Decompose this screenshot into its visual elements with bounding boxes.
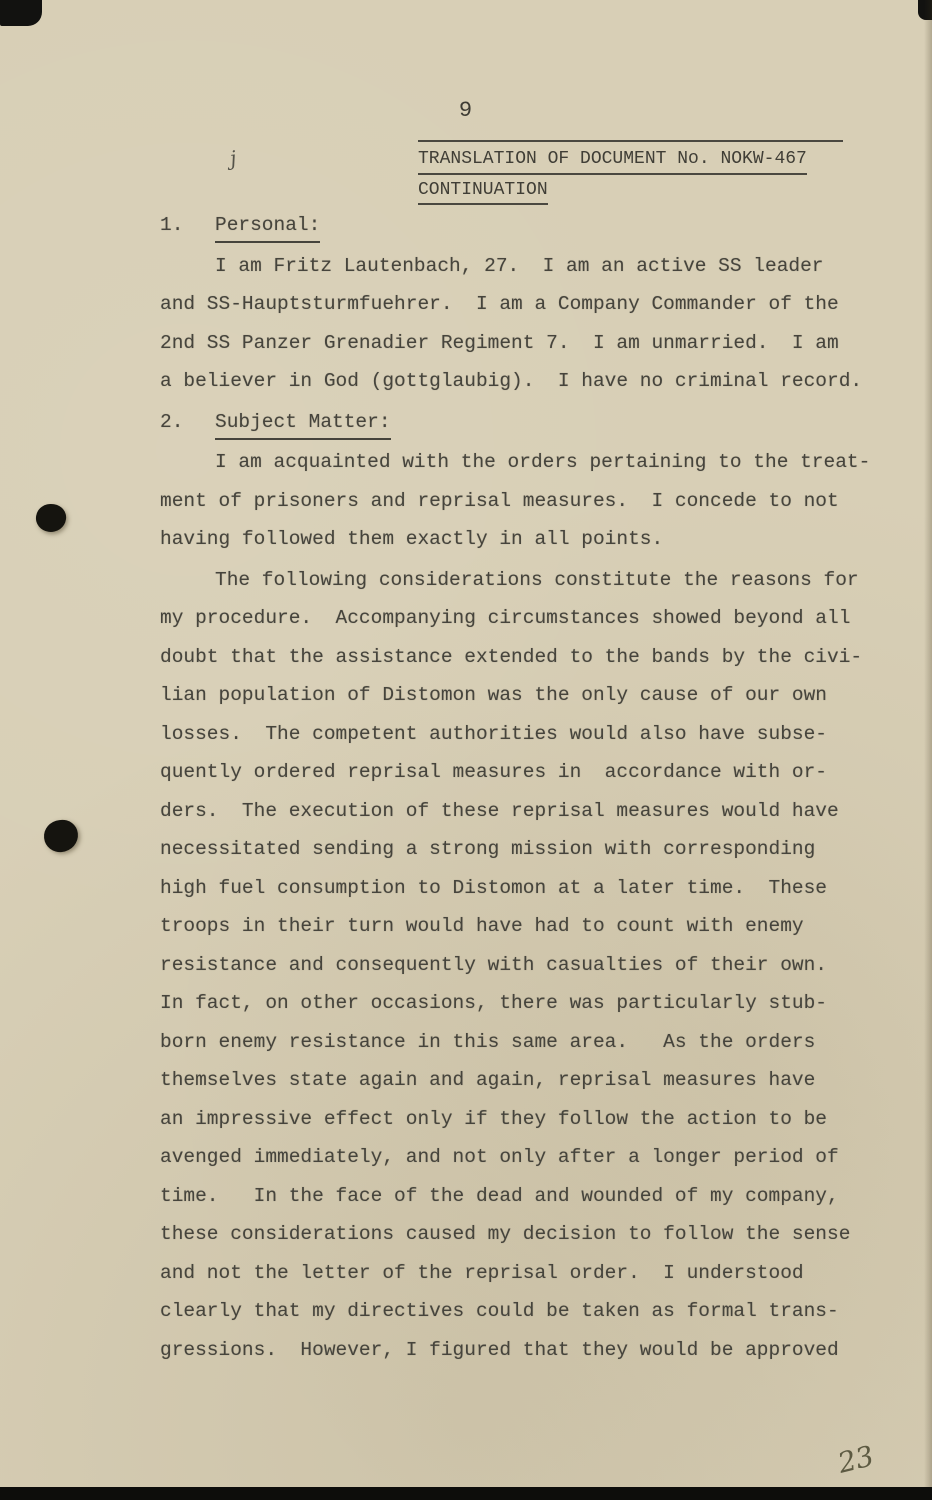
text-line: quently ordered reprisal measures in accordance with or- xyxy=(160,761,828,783)
text-line: doubt that the assistance extended to the bands by the civi- xyxy=(160,645,863,668)
text-line: necessitated sending a strong mission with corresponding xyxy=(160,838,816,860)
text-line: 2nd SS Panzer Grenadier Regiment 7. I am unmarried. I am xyxy=(160,331,839,354)
header-title-line2: CONTINUATION xyxy=(418,177,548,205)
scan-corner-mark xyxy=(0,0,42,26)
header-title-line1: TRANSLATION OF DOCUMENT No. NOKW-467 xyxy=(418,146,807,175)
scan-edge-shadow xyxy=(924,0,932,1500)
text-line: gressions. However, I figured that they would be approved xyxy=(160,1338,839,1361)
text-line: ders. The execution of these reprisal measures would have xyxy=(160,799,839,822)
text-line: having followed them exactly in all points. xyxy=(160,528,664,550)
section-number: 2. xyxy=(160,410,184,433)
handwritten-page-note: 23 xyxy=(834,1439,878,1480)
section-label: Personal: xyxy=(215,210,320,243)
section-number: 1. xyxy=(160,214,184,236)
text-line: and not the letter of the reprisal order. I understood xyxy=(160,1261,804,1284)
text-line: time. In the face of the dead and wounded of my company, xyxy=(160,1184,839,1207)
text-line: resistance and consequently with casualties of their own. xyxy=(160,953,828,976)
text-line: lian population of Distomon was the only cause of our own xyxy=(160,684,828,706)
section-label: Subject Matter: xyxy=(215,407,391,440)
page-number: 9 xyxy=(458,98,474,123)
scan-bottom-bar xyxy=(0,1487,932,1500)
text-line: The following considerations constitute the reasons for xyxy=(215,568,859,591)
text-line: ment of prisoners and reprisal measures. I concede to not xyxy=(160,489,839,512)
text-line: my procedure. Accompanying circumstances showed beyond all xyxy=(160,607,851,629)
text-line: I am Fritz Lautenbach, 27. I am an active SS leader xyxy=(215,254,824,277)
paragraph xyxy=(160,443,880,559)
paragraph xyxy=(160,247,880,401)
text-line: I am acquainted with the orders pertaining to the treat- xyxy=(215,451,871,473)
document-header xyxy=(418,140,843,205)
section-heading xyxy=(160,206,880,245)
stray-handwritten-mark: j xyxy=(228,145,238,171)
text-line: these considerations caused my decision to follow the sense xyxy=(160,1223,851,1245)
text-line: In fact, on other occasions, there was particularly stub- xyxy=(160,992,828,1014)
text-line: avenged immediately, and not only after a longer period of xyxy=(160,1146,839,1168)
text-line: a believer in God (gottglaubig). I have no criminal record. xyxy=(160,370,863,392)
text-line: and SS-Hauptsturmfuehrer. I am a Company Commander of the xyxy=(160,293,839,315)
section-heading xyxy=(160,403,880,442)
paragraph xyxy=(160,561,880,1370)
hole-punch xyxy=(42,818,79,853)
text-line: clearly that my directives could be taken as formal trans- xyxy=(160,1300,839,1322)
text-line: an impressive effect only if they follow the action to be xyxy=(160,1107,828,1130)
document-body xyxy=(160,204,880,1371)
text-line: high fuel consumption to Distomon at a later time. These xyxy=(160,876,828,899)
text-line: born enemy resistance in this same area. As the orders xyxy=(160,1030,816,1053)
text-line: troops in their turn would have had to count with enemy xyxy=(160,915,804,937)
text-line: themselves state again and again, reprisal measures have xyxy=(160,1069,816,1091)
hole-punch xyxy=(34,502,68,534)
text-line: losses. The competent authorities would also have subse- xyxy=(160,722,828,745)
